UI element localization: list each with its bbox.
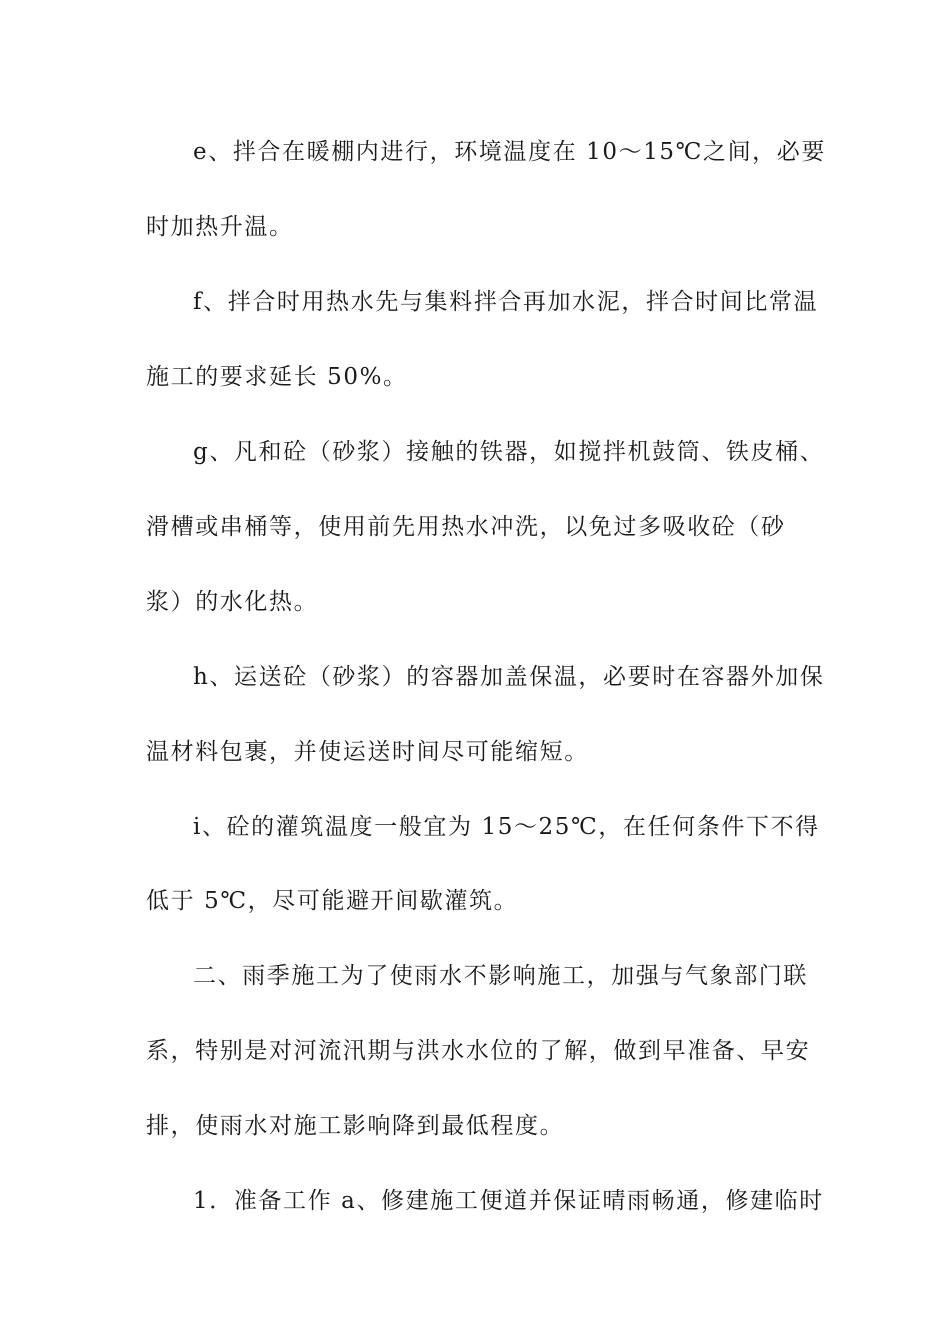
paragraph-h-line-2: 温材料包裹，并使运送时间尽可能缩短。 bbox=[146, 739, 589, 765]
paragraph-g-line-2: 滑槽或串桶等，使用前先用热水冲洗，以免过多吸收砼（砂 bbox=[146, 514, 786, 540]
paragraph-e-line-2: 时加热升温。 bbox=[146, 214, 294, 240]
section-rainy-season-line-2: 系，特别是对河流汛期与洪水水位的了解，做到早准备、早安 bbox=[146, 1038, 811, 1064]
section-rainy-season-line-1: 二、雨季施工为了使雨水不影响施工，加强与气象部门联 bbox=[193, 963, 808, 989]
paragraph-f-line-2: 施工的要求延长 50%。 bbox=[146, 364, 408, 390]
paragraph-i-line-1: i、砼的灌筑温度一般宜为 15～25℃，在任何条件下不得 bbox=[193, 814, 820, 840]
paragraph-g-line-3: 浆）的水化热。 bbox=[146, 589, 319, 615]
section-rainy-season-line-3: 排，使雨水对施工影响降到最低程度。 bbox=[146, 1113, 565, 1139]
paragraph-g-line-1: g、凡和砼（砂浆）接触的铁器，如搅拌机鼓筒、铁皮桶、 bbox=[193, 439, 825, 465]
paragraph-f-line-1: f、拌合时用热水先与集料拌合再加水泥，拌合时间比常温 bbox=[193, 289, 819, 315]
preparation-work-line-1: 1．准备工作 a、修建施工便道并保证晴雨畅通，修建临时 bbox=[193, 1188, 824, 1214]
paragraph-h-line-1: h、运送砼（砂浆）的容器加盖保温，必要时在容器外加保 bbox=[193, 664, 825, 690]
paragraph-i-line-2: 低于 5℃，尽可能避开间歇灌筑。 bbox=[146, 888, 519, 914]
paragraph-e-line-1: e、拌合在暖棚内进行，环境温度在 10～15℃之间，必要 bbox=[193, 139, 826, 165]
